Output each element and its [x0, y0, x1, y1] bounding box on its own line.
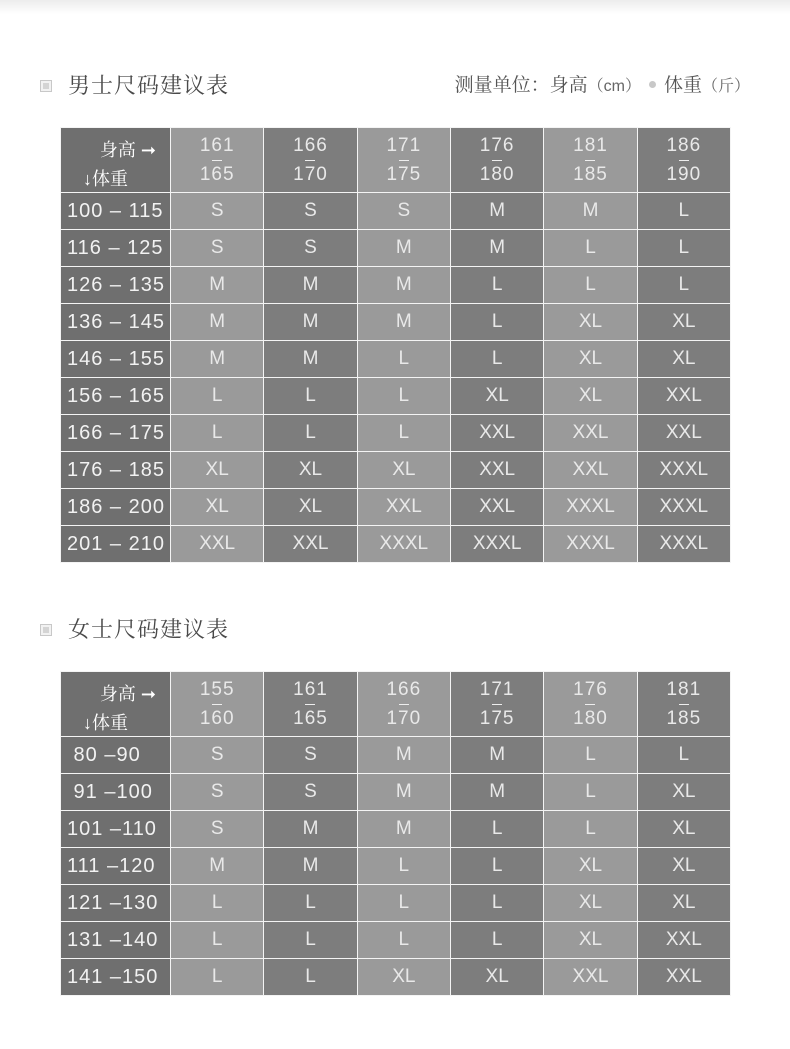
range-dash-icon: [492, 160, 502, 161]
size-cell: L: [264, 922, 357, 959]
size-cell: M: [264, 811, 357, 848]
size-cell: L: [264, 378, 357, 415]
height-range-to: 175: [479, 707, 515, 729]
size-cell: XL: [450, 378, 543, 415]
unit-note-cm: （cm）: [587, 78, 641, 95]
height-range-header: [544, 128, 637, 193]
size-cell: XXL: [544, 452, 637, 489]
height-range-header: [450, 672, 543, 737]
size-cell: S: [171, 811, 264, 848]
size-cell: M: [357, 304, 450, 341]
size-cell: XXL: [637, 922, 730, 959]
size-cell: M: [357, 811, 450, 848]
height-range-to: 165: [199, 163, 235, 185]
size-cell: XL: [544, 341, 637, 378]
size-cell: L: [544, 737, 637, 774]
size-cell: L: [637, 737, 730, 774]
height-range-header: [171, 672, 264, 737]
table-row: [61, 378, 731, 415]
size-cell: XXL: [637, 378, 730, 415]
table-row: [61, 230, 731, 267]
size-cell: L: [544, 811, 637, 848]
height-axis-label: 身高 ➞: [99, 140, 156, 160]
table-row: [61, 737, 731, 774]
weight-range-cell: 91 –100: [61, 774, 171, 811]
height-range-header: [357, 128, 450, 193]
height-range-from: 171: [386, 134, 422, 156]
size-cell: S: [264, 193, 357, 230]
weight-range-cell: 166 – 175: [61, 415, 171, 452]
table-row: [61, 811, 731, 848]
size-cell: XL: [637, 341, 730, 378]
range-dash-icon: [585, 704, 595, 705]
men-section-header: [40, 71, 750, 101]
corner-header-cell: [61, 128, 171, 193]
size-cell: L: [171, 378, 264, 415]
weight-range-cell: 111 –120: [61, 848, 171, 885]
square-bullet-icon: [40, 80, 52, 92]
height-range-to: 170: [293, 163, 328, 185]
size-cell: XL: [357, 959, 450, 996]
height-range-from: 171: [479, 678, 515, 700]
weight-range-cell: 156 – 165: [61, 378, 171, 415]
table-row: [61, 452, 731, 489]
height-range-to: 165: [293, 707, 328, 729]
weight-range-cell: 146 – 155: [61, 341, 171, 378]
range-dash-icon: [585, 160, 595, 161]
size-cell: XXXL: [544, 526, 637, 563]
size-cell: M: [544, 193, 637, 230]
height-range-to: 185: [666, 707, 702, 729]
height-range-from: 186: [666, 134, 702, 156]
unit-note-jin: （斤）: [701, 78, 750, 95]
size-cell: XXL: [544, 959, 637, 996]
height-range-to: 180: [573, 707, 608, 729]
weight-range-cell: 100 – 115: [61, 193, 171, 230]
weight-range-cell: 131 –140: [61, 922, 171, 959]
size-cell: L: [264, 415, 357, 452]
size-cell: L: [544, 267, 637, 304]
size-cell: M: [264, 304, 357, 341]
size-cell: XXXL: [637, 452, 730, 489]
weight-range-cell: 141 –150: [61, 959, 171, 996]
size-cell: M: [450, 193, 543, 230]
table-header-row: [61, 128, 731, 193]
size-cell: XL: [544, 922, 637, 959]
size-cell: L: [637, 230, 730, 267]
unit-note-prefix: 测量单位：身高: [454, 75, 588, 96]
size-cell: S: [171, 737, 264, 774]
table-row: [61, 193, 731, 230]
size-cell: S: [264, 230, 357, 267]
unit-note-weight: 体重: [663, 75, 702, 96]
height-range-to: 175: [386, 163, 422, 185]
range-dash-icon: [399, 704, 409, 705]
size-cell: L: [357, 848, 450, 885]
size-cell: M: [450, 774, 543, 811]
height-range-from: 155: [199, 678, 235, 700]
height-range-header: [637, 128, 730, 193]
table-row: [61, 774, 731, 811]
size-cell: M: [357, 230, 450, 267]
table-row: [61, 922, 731, 959]
size-cell: M: [450, 737, 543, 774]
size-cell: M: [357, 774, 450, 811]
size-cell: XL: [637, 774, 730, 811]
size-cell: XL: [264, 452, 357, 489]
height-range-from: 161: [293, 678, 328, 700]
size-cell: XL: [637, 848, 730, 885]
weight-axis-label: ↓体重: [83, 169, 128, 189]
size-cell: M: [264, 848, 357, 885]
size-cell: L: [171, 885, 264, 922]
height-axis-label: 身高 ➞: [99, 684, 156, 704]
table-row: [61, 304, 731, 341]
size-cell: L: [450, 885, 543, 922]
size-cell: L: [171, 415, 264, 452]
size-cell: L: [357, 922, 450, 959]
men-table-title: 男士尺码建议表: [68, 73, 230, 98]
size-cell: XL: [637, 811, 730, 848]
height-range-header: [450, 128, 543, 193]
size-cell: M: [171, 267, 264, 304]
size-cell: L: [450, 922, 543, 959]
table-row: [61, 526, 731, 563]
height-range-from: 181: [666, 678, 702, 700]
size-cell: XXXL: [544, 489, 637, 526]
weight-range-cell: 116 – 125: [61, 230, 171, 267]
size-cell: L: [171, 959, 264, 996]
size-cell: L: [450, 811, 543, 848]
height-range-to: 160: [199, 707, 235, 729]
range-dash-icon: [212, 160, 222, 161]
size-cell: L: [264, 959, 357, 996]
size-cell: L: [171, 922, 264, 959]
weight-range-cell: 201 – 210: [61, 526, 171, 563]
table-row: [61, 341, 731, 378]
range-dash-icon: [399, 160, 409, 161]
height-range-from: 166: [293, 134, 328, 156]
weight-range-cell: 186 – 200: [61, 489, 171, 526]
weight-range-cell: 80 –90: [61, 737, 171, 774]
size-cell: S: [264, 774, 357, 811]
size-cell: XXL: [357, 489, 450, 526]
range-dash-icon: [679, 704, 689, 705]
top-shadow-bar: [0, 0, 790, 14]
size-cell: L: [264, 885, 357, 922]
size-cell: L: [544, 774, 637, 811]
size-cell: XL: [357, 452, 450, 489]
size-cell: XXXL: [637, 526, 730, 563]
separator-dot-icon: [649, 81, 656, 88]
table-row: [61, 959, 731, 996]
range-dash-icon: [305, 704, 315, 705]
size-cell: XXL: [450, 415, 543, 452]
size-cell: XL: [264, 489, 357, 526]
size-cell: XXL: [637, 959, 730, 996]
height-range-header: [357, 672, 450, 737]
size-cell: L: [637, 193, 730, 230]
height-range-to: 190: [666, 163, 702, 185]
table-row: [61, 848, 731, 885]
size-cell: XL: [544, 304, 637, 341]
size-cell: L: [357, 415, 450, 452]
height-range-header: [264, 672, 357, 737]
size-cell: XXL: [544, 415, 637, 452]
women-table-title: 女士尺码建议表: [68, 617, 230, 642]
size-cell: L: [357, 885, 450, 922]
size-cell: XL: [450, 959, 543, 996]
size-cell: M: [357, 267, 450, 304]
size-cell: XXXL: [637, 489, 730, 526]
table-row: [61, 489, 731, 526]
size-cell: XL: [171, 452, 264, 489]
women-section-header: [40, 615, 750, 645]
size-cell: M: [357, 737, 450, 774]
range-dash-icon: [305, 160, 315, 161]
height-range-header: [544, 672, 637, 737]
height-range-from: 181: [573, 134, 608, 156]
weight-range-cell: 121 –130: [61, 885, 171, 922]
size-cell: XL: [171, 489, 264, 526]
range-dash-icon: [492, 704, 502, 705]
size-cell: XXXL: [357, 526, 450, 563]
height-range-header: [264, 128, 357, 193]
size-cell: XXXL: [450, 526, 543, 563]
height-range-to: 185: [573, 163, 608, 185]
table-row: [61, 267, 731, 304]
men-size-table: [60, 127, 731, 563]
size-cell: M: [264, 267, 357, 304]
size-cell: XL: [544, 885, 637, 922]
size-cell: S: [357, 193, 450, 230]
size-cell: M: [264, 341, 357, 378]
size-cell: S: [171, 193, 264, 230]
size-cell: XXL: [171, 526, 264, 563]
height-range-to: 170: [386, 707, 422, 729]
weight-range-cell: 176 – 185: [61, 452, 171, 489]
size-cell: L: [637, 267, 730, 304]
size-cell: M: [450, 230, 543, 267]
table-row: [61, 415, 731, 452]
size-cell: M: [171, 304, 264, 341]
size-cell: XL: [637, 885, 730, 922]
size-cell: L: [450, 304, 543, 341]
size-cell: L: [450, 267, 543, 304]
measurement-unit-note: [455, 71, 750, 102]
size-cell: XXL: [450, 489, 543, 526]
weight-range-cell: 126 – 135: [61, 267, 171, 304]
size-cell: XL: [544, 848, 637, 885]
size-cell: L: [450, 848, 543, 885]
height-range-from: 166: [386, 678, 422, 700]
size-cell: L: [544, 230, 637, 267]
size-cell: S: [264, 737, 357, 774]
size-cell: L: [450, 341, 543, 378]
range-dash-icon: [679, 160, 689, 161]
height-range-header: [171, 128, 264, 193]
weight-axis-label: ↓体重: [83, 713, 128, 733]
height-range-header: [637, 672, 730, 737]
corner-header-cell: [61, 672, 171, 737]
size-cell: L: [357, 378, 450, 415]
table-row: [61, 885, 731, 922]
size-cell: XXL: [450, 452, 543, 489]
size-cell: M: [171, 341, 264, 378]
height-range-to: 180: [479, 163, 515, 185]
weight-range-cell: 101 –110: [61, 811, 171, 848]
size-cell: L: [357, 341, 450, 378]
size-cell: XL: [544, 378, 637, 415]
table-header-row: [61, 672, 731, 737]
size-cell: S: [171, 774, 264, 811]
women-size-table: [60, 671, 731, 996]
height-range-from: 161: [199, 134, 235, 156]
height-range-from: 176: [573, 678, 608, 700]
square-bullet-icon: [40, 624, 52, 636]
size-cell: XXL: [264, 526, 357, 563]
range-dash-icon: [212, 704, 222, 705]
height-range-from: 176: [479, 134, 515, 156]
size-cell: M: [171, 848, 264, 885]
weight-range-cell: 136 – 145: [61, 304, 171, 341]
size-cell: XXL: [637, 415, 730, 452]
size-cell: S: [171, 230, 264, 267]
size-cell: XL: [637, 304, 730, 341]
